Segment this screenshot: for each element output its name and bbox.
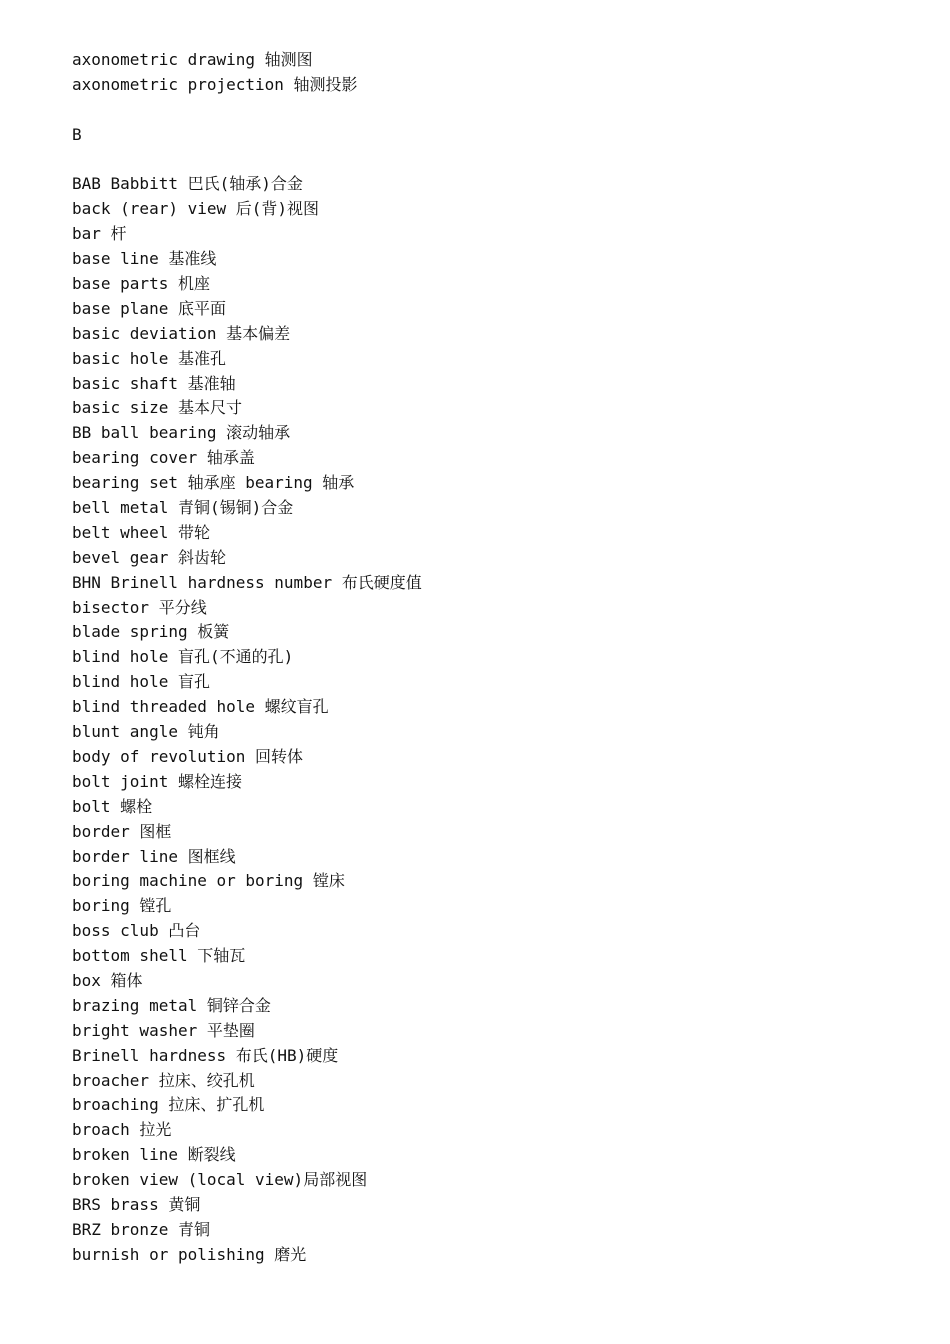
entry-line: broach 拉光 <box>72 1120 172 1140</box>
entry-line: bearing cover 轴承盖 <box>72 448 255 468</box>
entry-line: blade spring 板簧 <box>72 622 230 642</box>
entry-line: BB ball bearing 滚动轴承 <box>72 423 291 443</box>
entry-line: Brinell hardness 布氏(HB)硬度 <box>72 1045 339 1065</box>
entry-line: border 图框 <box>72 821 172 841</box>
entry-line: base plane 底平面 <box>72 298 226 318</box>
blank-line <box>72 98 892 123</box>
entry-line: basic hole 基准孔 <box>72 348 226 368</box>
entry-line: base parts 机座 <box>72 274 210 294</box>
entry-line: basic size 基本尺寸 <box>72 398 242 418</box>
entry-line: belt wheel 带轮 <box>72 522 210 542</box>
entry-line: broacher 拉床、绞孔机 <box>72 1070 255 1090</box>
entry-line: blind hole 盲孔 <box>72 672 210 692</box>
entry-line: bolt joint 螺栓连接 <box>72 771 242 791</box>
entry-line: brazing metal 铜锌合金 <box>72 995 271 1015</box>
entry-line: basic deviation 基本偏差 <box>72 323 291 343</box>
entry-line: bar 杆 <box>72 224 127 244</box>
entry-line: broken line 断裂线 <box>72 1145 236 1165</box>
entry-line: bright washer 平垫圈 <box>72 1020 255 1040</box>
entry-line: boring machine or boring 镗床 <box>72 871 345 891</box>
entry-line: BRS brass 黄铜 <box>72 1194 201 1214</box>
entry-line: back (rear) view 后(背)视图 <box>72 199 320 219</box>
entry-line: axonometric projection 轴测投影 <box>72 74 358 94</box>
entry-line: BRZ bronze 青铜 <box>72 1219 210 1239</box>
entry-line: blind threaded hole 螺纹盲孔 <box>72 697 329 717</box>
entry-line: broken view (local view)局部视图 <box>72 1170 368 1190</box>
entry-line: boss club 凸台 <box>72 921 201 941</box>
entry-line: broaching 拉床、扩孔机 <box>72 1095 265 1115</box>
entry-line: bisector 平分线 <box>72 597 207 617</box>
entry-line: box 箱体 <box>72 970 143 990</box>
entry-line: bevel gear 斜齿轮 <box>72 547 226 567</box>
entry-line: BHN Brinell hardness number 布氏硬度值 <box>72 572 422 592</box>
blank-line <box>72 148 892 173</box>
entry-line: blunt angle 钝角 <box>72 722 220 742</box>
entry-line: BAB Babbitt 巴氏(轴承)合金 <box>72 174 303 194</box>
entry-line: blind hole 盲孔(不通的孔) <box>72 647 294 667</box>
glossary-page <box>72 48 892 1268</box>
entry-line: bottom shell 下轴瓦 <box>72 946 246 966</box>
entry-line: bell metal 青铜(锡铜)合金 <box>72 498 294 518</box>
section-b-entries <box>72 172 892 1267</box>
entry-line: bolt 螺栓 <box>72 796 153 816</box>
entry-line: base line 基准线 <box>72 249 217 269</box>
section-heading-b: B <box>72 124 82 144</box>
entry-line: body of revolution 回转体 <box>72 746 304 766</box>
entry-line: basic shaft 基准轴 <box>72 373 236 393</box>
entry-line: boring 镗孔 <box>72 896 172 916</box>
entry-line: bearing set 轴承座 bearing 轴承 <box>72 473 355 493</box>
entry-line: border line 图框线 <box>72 846 236 866</box>
entry-line: burnish or polishing 磨光 <box>72 1244 307 1264</box>
entry-line: axonometric drawing 轴测图 <box>72 50 313 69</box>
